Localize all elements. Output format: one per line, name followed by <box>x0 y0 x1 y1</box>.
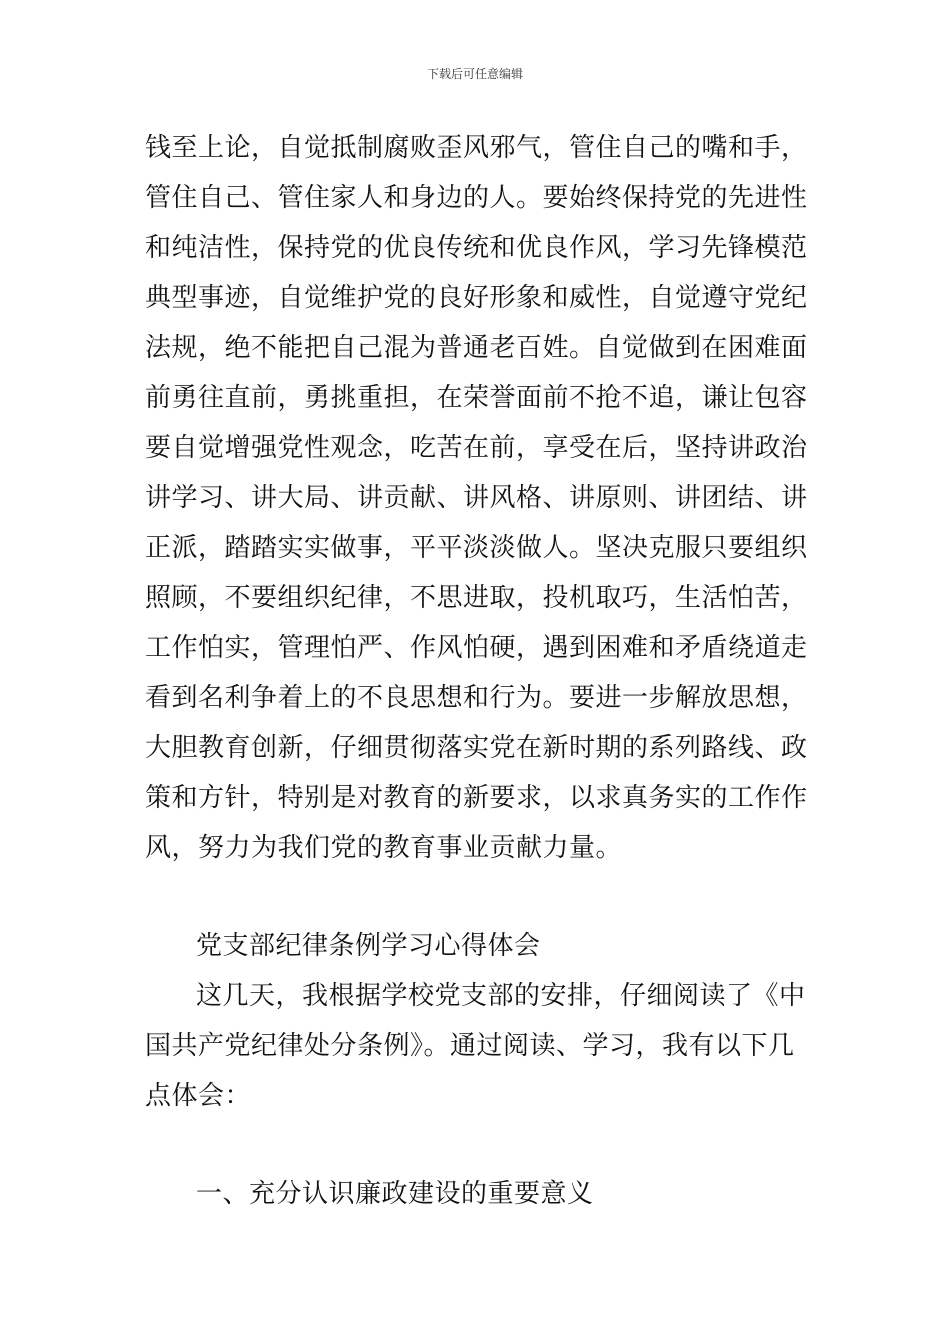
body-line: 前勇往直前，勇挑重担，在荣誉面前不抢不追，谦让包容 <box>145 383 808 413</box>
section-title: 党支部纪律条例学习心得体会 <box>196 931 541 961</box>
body-line: 和纯洁性，保持党的优良传统和优良作风，学习先锋模范 <box>145 233 808 263</box>
body-line: 法规，绝不能把自己混为普通老百姓。自觉做到在困难面 <box>145 333 808 363</box>
body-line: 照顾，不要组织纪律，不思进取，投机取巧，生活怕苦， <box>145 583 808 613</box>
heading-1: 一、充分认识廉政建设的重要意义 <box>196 1179 594 1209</box>
body-line: 钱至上论，自觉抵制腐败歪风邪气，管住自己的嘴和手， <box>145 133 808 163</box>
intro-line: 这几天，我根据学校党支部的安排，仔细阅读了《中 <box>196 981 806 1011</box>
body-line: 大胆教育创新，仔细贯彻落实党在新时期的系列路线、政 <box>145 733 808 763</box>
body-line: 风，努力为我们党的教育事业贡献力量。 <box>145 833 623 863</box>
intro-line: 国共产党纪律处分条例》。通过阅读、学习，我有以下几 <box>145 1031 795 1061</box>
intro-line: 点体会： <box>145 1081 252 1111</box>
body-line: 正派，踏踏实实做事，平平淡淡做人。坚决克服只要组织 <box>145 533 808 563</box>
page-header: 下载后可任意编辑 <box>426 67 523 81</box>
body-line: 看到名利争着上的不良思想和行为。要进一步解放思想， <box>145 683 808 713</box>
body-line: 工作怕实，管理怕严、作风怕硬，遇到困难和矛盾绕道走 <box>145 633 808 663</box>
body-line: 典型事迹，自觉维护党的良好形象和威性，自觉遵守党纪 <box>145 283 808 313</box>
body-line: 策和方针，特别是对教育的新要求，以求真务实的工作作 <box>145 783 808 813</box>
body-line: 管住自己、管住家人和身边的人。要始终保持党的先进性 <box>145 183 808 213</box>
body-line: 要自觉增强党性观念，吃苦在前，享受在后，坚持讲政治 <box>145 433 808 463</box>
body-line: 讲学习、讲大局、讲贡献、讲风格、讲原则、讲团结、讲 <box>145 483 808 513</box>
